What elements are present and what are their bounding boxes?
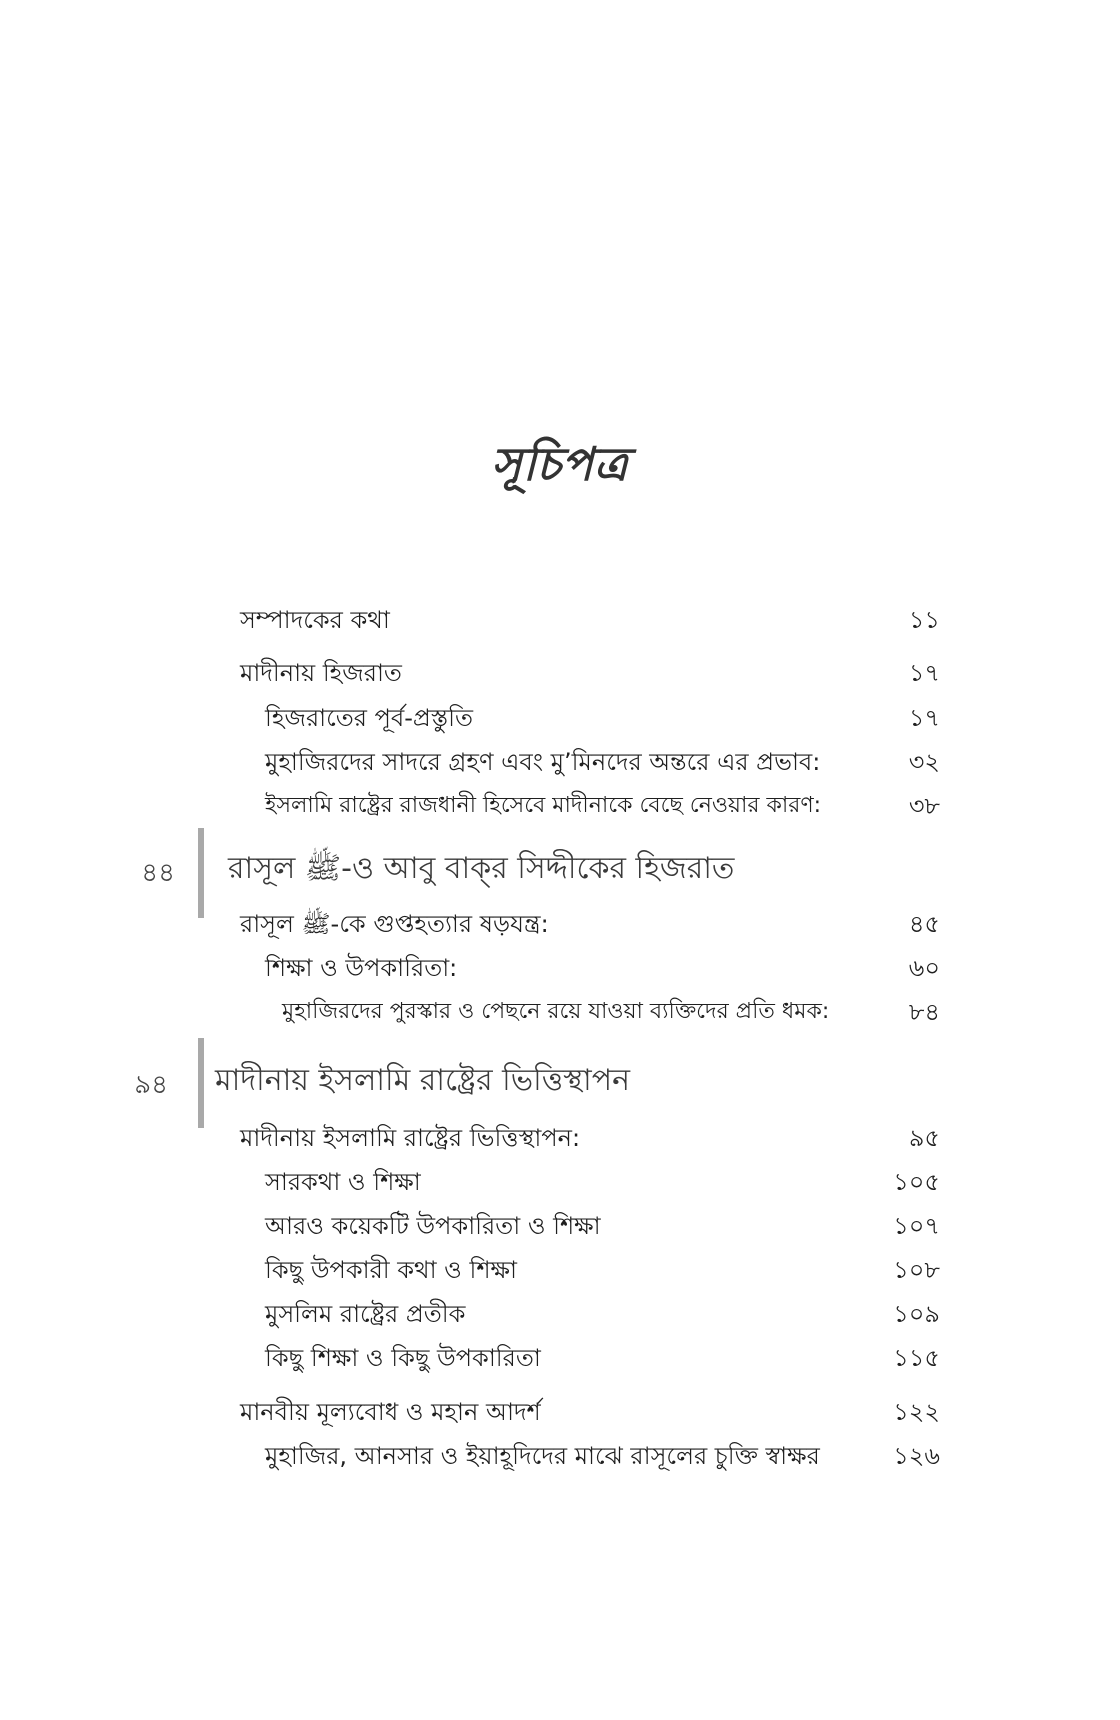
toc-entry-text: মুসলিম রাষ্ট্রের প্রতীক [265, 1300, 466, 1328]
toc-entry-text: কিছু শিক্ষা ও কিছু উপকারিতা [265, 1344, 541, 1372]
chapter-title: মাদীনায় ইসলামি রাষ্ট্রের ভিত্তিস্থাপন [215, 1063, 630, 1098]
toc-entry-text: মুহাজির, আনসার ও ইয়াহূদিদের মাঝে রাসূলের চুক্তি স্বাক্ষর [265, 1442, 820, 1470]
toc-entry-text: ইসলামি রাষ্ট্রের রাজধানী হিসেবে মাদীনাকে বেছে নেওয়ার কারণ: [265, 793, 822, 818]
toc-entry-page: ৩২ [908, 748, 940, 776]
toc-entry-page: ১১ [908, 606, 940, 634]
toc-entry-text: মুহাজিরদের পুরস্কার ও পেছনে রয়ে যাওয়া ব্যক্তিদের প্রতি ধমক: [282, 999, 830, 1024]
toc-entry-page: ১৭ [908, 704, 940, 732]
toc-entry-text: আরও কয়েকটি উপকারিতা ও শিক্ষা [265, 1212, 601, 1240]
toc-entry-text: কিছু উপকারী কথা ও শিক্ষা [265, 1256, 517, 1284]
toc-entry-page: ৬০ [908, 954, 940, 982]
chapter-page-number: ৯৪ [134, 1070, 168, 1100]
toc-entry-text: হিজরাতের পূর্ব-প্রস্তুতি [265, 704, 473, 732]
toc-entry-page: ৯৫ [908, 1124, 940, 1152]
toc-entry-page: ১২৬ [893, 1442, 940, 1470]
chapter-divider-bar [198, 828, 204, 918]
toc-entry-text: রাসূল ﷺ-কে গুপ্তহত্যার ষড়যন্ত্র: [240, 910, 549, 938]
toc-entry-text: মাদীনায় হিজরাত [240, 659, 402, 687]
toc-entry-page: ১০৮ [893, 1256, 940, 1284]
toc-entry-page: ১০৭ [893, 1212, 940, 1240]
toc-entry-text: সারকথা ও শিক্ষা [265, 1168, 421, 1196]
toc-entry-page: ১০৯ [893, 1300, 940, 1328]
chapter-divider-bar [198, 1038, 204, 1128]
toc-entry-page: ৮৪ [908, 998, 940, 1026]
toc-entry-text: মাদীনায় ইসলামি রাষ্ট্রের ভিত্তিস্থাপন: [240, 1124, 581, 1152]
toc-entry-text: মুহাজিরদের সাদরে গ্রহণ এবং মু’মিনদের অন্তরে এর প্রভাব: [265, 748, 821, 776]
toc-entry-page: ৩৮ [908, 792, 940, 820]
chapter-title: রাসূল ﷺ-ও আবু বাক্‌র সিদ্দীকের হিজরাত [228, 851, 735, 886]
toc-entry-page: ৪৫ [908, 910, 940, 938]
toc-entry-page: ১৭ [908, 659, 940, 687]
toc-entry-text: সম্পাদকের কথা [240, 606, 390, 634]
chapter-page-number: ৪৪ [141, 858, 175, 888]
toc-entry-page: ১০৫ [893, 1168, 940, 1196]
toc-entry-text: শিক্ষা ও উপকারিতা: [265, 954, 458, 982]
toc-entry-page: ১১৫ [893, 1344, 940, 1372]
toc-entry-page: ১২২ [893, 1398, 940, 1426]
page-title: সূচিপত্র [491, 437, 629, 491]
toc-entry-text: মানবীয় মূল্যবোধ ও মহান আদর্শ [240, 1398, 541, 1426]
